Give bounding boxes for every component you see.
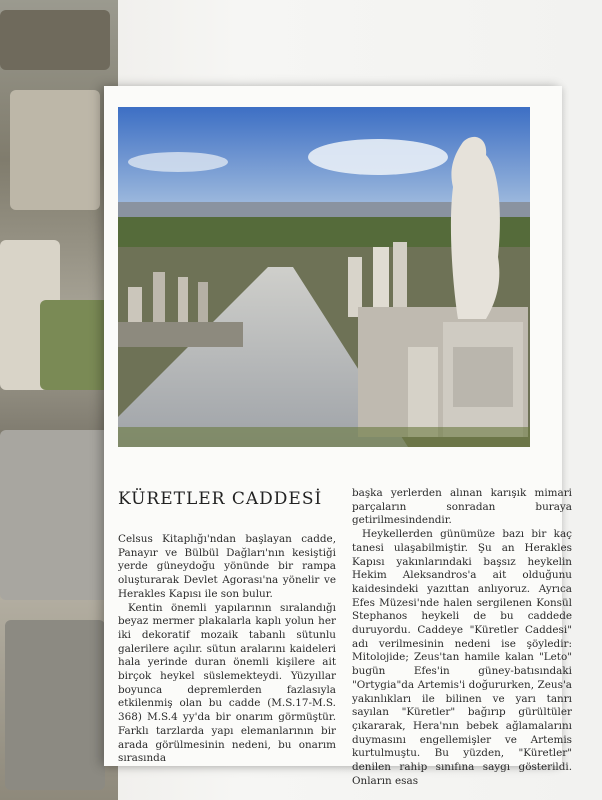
text-column-left bbox=[118, 533, 336, 766]
left-facing-page-photo bbox=[0, 0, 118, 800]
paragraph: başka yerlerden alınan karışık mimari parçaların sonradan buraya getirilmesindendir. bbox=[352, 487, 572, 527]
text-column-right bbox=[352, 487, 572, 788]
paragraph: Celsus Kitaplığı'ndan başlayan cadde, Panayır ve Bülbül Dağları'nın kesiştiği yerde güneydoğu yönünde bir rampa oluşturarak Devlet Agorası'na yönelir ve Herakles Kapısı ile son bulur. bbox=[118, 533, 336, 600]
curetes-street-photo bbox=[118, 107, 530, 447]
paragraph: Heykellerden günümüze bazı bir kaç tanesi ulaşabilmiştir. Şu an Herakles Kapısı yakınlarındaki başsız heykelin Hekim Aleksandros'a ait olduğunu kaidesindeki yazıttan anlıyoruz. Ayrıca Efes Müzesi'nde halen sergilenen Konsül Stephanos heykeli de bu caddede duruyordu. Caddeye "Küretler Caddesi" adı verilmesinin nedeni ise şöyledir: Mitolojide; Zeus'tan hamile kalan "Leto" bugün Efes'in güney-batısındaki "Ortygia"da Artemis'i doğururken, Zeus'a yakınlıkları ile bilinen ve yarı tanrı sayılan "Küretler" bağırıp gürültüler çıkararak, Hera'nın bebek ağlamalarını duymasını engellemişler ve Artemis kurtulmuştu. Bu yüzden, "Küretler" denilen rahip sınıfına saygı gösterildi. Onların esas bbox=[352, 528, 572, 787]
paragraph: Kentin önemli yapılarının sıralandığı beyaz mermer plakalarla kaplı yolun her iki dekoratif mozaik tabanlı sütunlu galerilere açılır. sütun aralarını kaideleri hala yerinde duran önemli kişilere ait birçok heykel süslemekteydi. Yüzyıllar boyunca depremlerden fazlasıyla etkilenmiş olan bu cadde (M.S.17-M.S. 368) M.S.4 yy'da bir onarım görmüştür. Farklı tarzlarda yapı elemanlarının bir arada görülmesinin nedeni, bu onarım sırasında bbox=[118, 601, 336, 765]
section-heading: KÜRETLER CADDESİ bbox=[118, 489, 323, 509]
